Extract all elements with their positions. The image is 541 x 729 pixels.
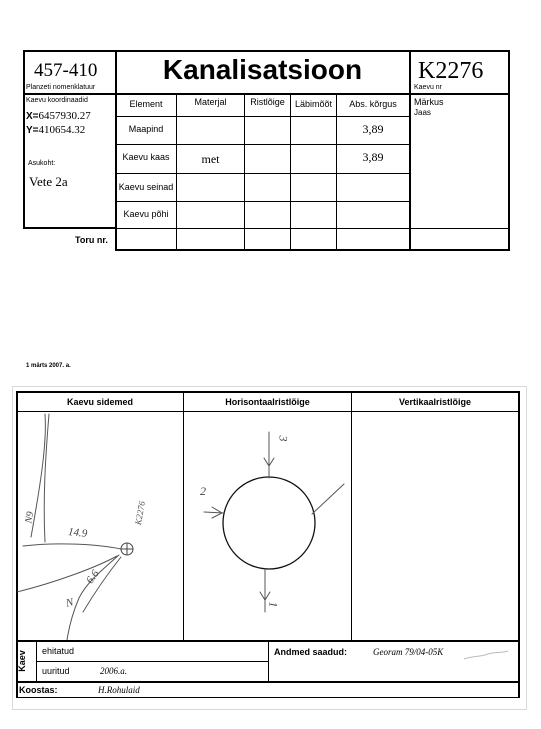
- faint-scribble: [462, 648, 510, 662]
- row-element-bottom: Kaevu põhi: [123, 209, 169, 219]
- row-element-ground: Maapind: [128, 124, 164, 134]
- row-element-walls: Kaevu seinad: [118, 182, 174, 192]
- author-value: H.Rohulaid: [98, 685, 140, 695]
- row-elevation-cover: 3,89: [362, 150, 384, 164]
- surveyed-value: 2006.a.: [100, 666, 127, 676]
- coord-y-label: Y=: [26, 125, 39, 136]
- coord-y: [26, 124, 85, 136]
- pipe-label-bottom: 1: [266, 601, 281, 608]
- built-label: ehitatud: [42, 646, 75, 656]
- coord-x: [26, 110, 91, 122]
- col-header-section: Ristlõige: [250, 97, 285, 107]
- notes-label: Märkus: [414, 97, 444, 107]
- row-elevation-ground: 3,89: [362, 122, 384, 136]
- coord-x-label: X=: [26, 111, 39, 122]
- data-source-label: Andmed saadud:: [274, 647, 348, 657]
- side-label-well: Kaev: [16, 650, 27, 672]
- location-label: Asukoht:: [28, 160, 56, 167]
- nomenclature-number: 457-410: [34, 60, 98, 81]
- pipe-label-left: 2: [200, 484, 206, 498]
- date-stamp: 1 märts 2007. a.: [26, 363, 71, 369]
- links-sketch: [17, 412, 183, 640]
- row-material-cover: met: [201, 152, 220, 166]
- sketch-label-n1: N9: [23, 510, 37, 525]
- notes-value: Jaas: [414, 108, 431, 117]
- panel-header-links: Kaevu sidemed: [66, 397, 134, 407]
- coords-label: Kaevu koordinaadid: [26, 97, 88, 104]
- coord-y-value: 410654.32: [38, 124, 86, 136]
- coord-x-value: 6457930.27: [38, 110, 91, 122]
- pipe-number-label: Toru nr.: [75, 235, 108, 245]
- row-element-cover: Kaevu kaas: [122, 152, 170, 162]
- panel-header-vertical: Vertikaalristlõige: [398, 397, 472, 407]
- card-title: Kanalisatsioon: [162, 54, 363, 85]
- nomenclature-label: Planzeti nomenklatuur: [26, 84, 96, 91]
- sketch-label-n2: N: [64, 596, 75, 610]
- author-label: Koostas:: [19, 685, 58, 695]
- data-source-value: Georam 79/04-05K: [373, 647, 444, 657]
- well-number-label: Kaevu nr: [414, 84, 443, 91]
- col-header-diameter: Läbimõõt: [294, 99, 333, 109]
- well-number: K2276: [418, 58, 484, 84]
- sketch-dim-b: 6.6: [84, 567, 102, 587]
- col-header-element: Element: [129, 99, 163, 109]
- location-value: Vete 2a: [29, 174, 68, 189]
- panel-header-horizontal: Horisontaalristlõige: [225, 397, 310, 407]
- sketch-label-well: K2276: [132, 500, 148, 526]
- col-header-material: Materjal: [194, 97, 227, 107]
- col-header-elevation: Abs. kõrgus: [349, 99, 397, 109]
- pipe-label-top: 3: [276, 435, 291, 442]
- sketch-dim-a: 14.9: [67, 526, 88, 540]
- surveyed-label: uuritud: [42, 666, 70, 676]
